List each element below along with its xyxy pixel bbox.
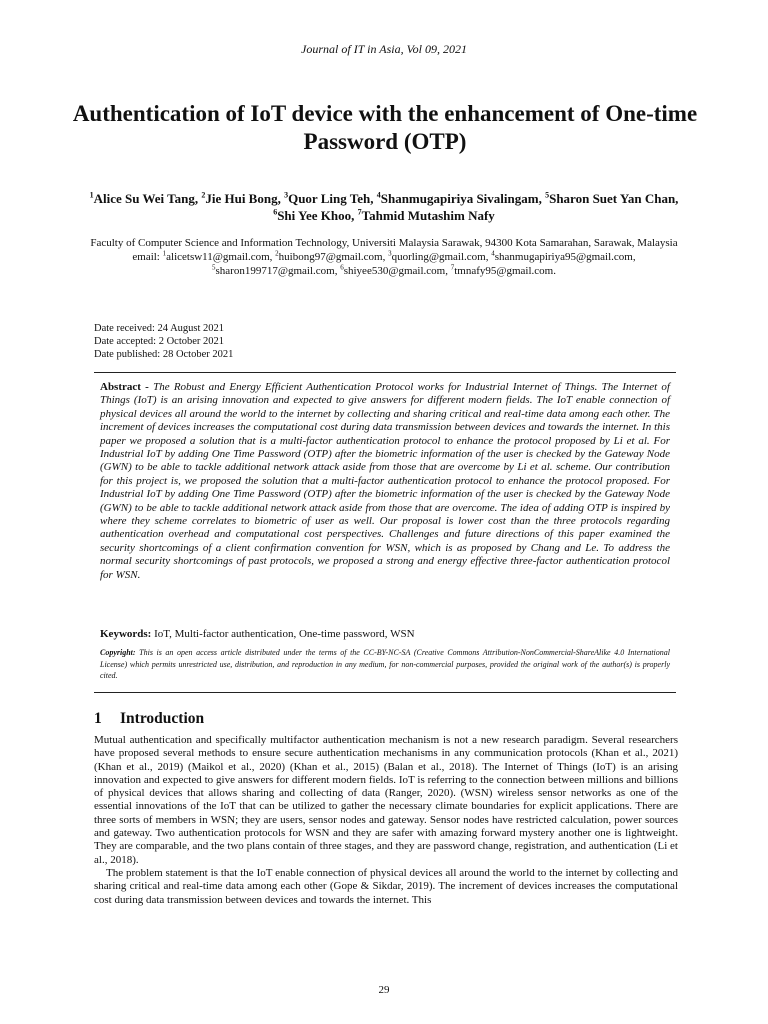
email-7[interactable]: $^7$tmnafy95@gmail.com.	[450, 263, 556, 277]
email-5[interactable]: $^5$sharon199717@gmail.com,	[212, 263, 338, 277]
copyright-text: This is an open access article distributed under the terms of the CC-BY-NC-SA (Creative Commons Attribution-NonCommercial-ShareAlike 4.0 International License) which permits unrestricted use, distribution, and reproduction in any medium, for non-commercial purposes, provided the original work of the author(s) is properly cited.	[100, 648, 670, 680]
date-published: Date published: 28 October 2021	[94, 349, 234, 360]
section-heading-introduction	[94, 710, 494, 728]
author-1: $^1$Alice Su Wei Tang,	[89, 190, 199, 206]
author-4: $^4$Shanmugapiriya Sivalingam,	[376, 190, 542, 206]
date-accepted: Date accepted: 2 October 2021	[94, 336, 225, 347]
keywords-label: Keywords:	[100, 628, 152, 640]
abstract-top-rule	[94, 372, 676, 373]
email-list: email: $^1$alicetsw11@gmail.com, $^2$huibong97@gmail.com, $^3$quorling@gmail.com, $^4$shanmugapiriya95@gmail.com, $^5$sharon199717@gmail.com, $^6$shiyee530@gmail.com, $^7$tmnafy95@gmail.com.	[132, 249, 636, 277]
paragraph-2: The problem statement is that the IoT enable connection of physical devices all around the world to the internet by collecting and sharing critical and real-time data among each other (Gope & Sikdar, 2019). The increment of devices increases the computational cost during data transmission between devices and towards the internet. This	[94, 866, 678, 906]
affiliation-block	[84, 236, 684, 278]
date-received: Date received: 24 August 2021	[94, 323, 225, 334]
author-7: $^7$Tahmid Mutashim Nafy	[357, 207, 495, 223]
email-3[interactable]: $^3$quorling@gmail.com,	[388, 249, 489, 263]
author-2: $^2$Jie Hui Bong,	[201, 190, 281, 206]
copyright-notice	[100, 647, 670, 682]
author-list	[84, 190, 684, 224]
affiliation-text: Faculty of Computer Science and Information Technology, Universiti Malaysia Sarawak, 94300 Kota Samarahan, Sarawak, Malaysia	[90, 237, 678, 249]
email-1[interactable]: $^1$alicetsw11@gmail.com,	[162, 249, 273, 263]
introduction-body	[94, 734, 678, 907]
abstract-bottom-rule	[94, 692, 676, 693]
keywords	[100, 628, 670, 641]
journal-header: Journal of IT in Asia, Vol 09, 2021	[301, 42, 467, 56]
page-number: 29	[378, 984, 390, 996]
paper-title: Authentication of IoT device with the enhancement of One-time Password (OTP)	[72, 101, 698, 154]
abstract-label: Abstract -	[100, 381, 154, 393]
email-6[interactable]: $^6$shiyee530@gmail.com,	[340, 263, 448, 277]
email-4[interactable]: $^4$shanmugapiriya95@gmail.com,	[491, 249, 636, 263]
keywords-text: IoT, Multi-factor authentication, One-time password, WSN	[151, 628, 415, 640]
copyright-label: Copyright:	[100, 648, 136, 657]
author-3: $^3$Quor Ling Teh,	[284, 190, 374, 206]
abstract	[100, 381, 670, 582]
section-number: 1	[94, 710, 102, 727]
paragraph-1: Mutual authentication and specifically multifactor authentication mechanism is not a new research paradigm. Several researchers have proposed several methods to ensure secure authentication mechanisms in any communication protocols (Khan et al., 2021) (Khan et al., 2019) (Maikol et al., 2020) (Khan et al., 2015) (Balan et al., 2018). The Internet of Things (IoT) is an arising innovation and expected to give answers for different modern fields. IoT is referring to the connection between millions and billions of physical devices that allows sharing and collecting of data (Ranger, 2020). (WSN) wireless sensor networks as one of the essential innovations of the IoT that can be utilized to gather the necessary climate boundaries for explicit applications. There are three sorts of members in WSN; they are users, sensor nodes and gateway. Sensor nodes have restricted calculation, power sources and gateway. Two authentication protocols for WSN and they are safer with amazing forward mystery another one is lightweight. They are comparable, and the two plans contain of three stages, and they are password change, registration, and authentication (Li et al., 2018).	[94, 734, 678, 866]
publication-dates	[94, 322, 394, 361]
author-6: $^6$Shi Yee Khoo,	[273, 207, 355, 223]
abstract-text: The Robust and Energy Efficient Authentication Protocol works for Industrial Internet of Things. The Internet of Things (IoT) is an arising innovation and expected to give answers for different modern fields. The IoT enable connection of physical devices all around the world to the internet by collecting and sharing critical and real-time data among each other. The increment of devices increases the computational cost during data transmission between devices and towards the internet. In this paper we proposed a solution that is a multi-factor authentication protocol to enhance the protocol proposed by Li et al. For Industrial IoT by adding One Time Password (OTP) after the biometric information of the user is checked by the Gateway Node (GWN) to be able to tackle additional network attack aside from those that are overcome by Li et al. scheme. Our contribution for this project is, we proposed the solution that a multi-factor authentication protocol to enhance the protocol proposed. For Industrial IoT by adding One Time Password (OTP) after the biometric information of the user is checked by the Gateway Node (GWN) to be able to tackle additional network attack aside from those that are overcome. The idea of adding OTP is inspired by where they scheme correlates to biometric of user as well. Our proposal is lower cost than the three protocols regarding authentication overhead and computational cost perspectives. Challenges and future directions of this paper examined the security shortcomings of a client confirmation convention for WSN, which is as proposed by Chang and Le. To address the normal security shortcomings of past protocols, we proposed a strong and energy effective three-factor authentication protocol for WSN.	[100, 381, 670, 581]
email-2[interactable]: $^2$huibong97@gmail.com,	[275, 249, 386, 263]
author-5: $^5$Sharon Suet Yan Chan,	[545, 190, 679, 206]
section-title: Introduction	[120, 710, 205, 727]
